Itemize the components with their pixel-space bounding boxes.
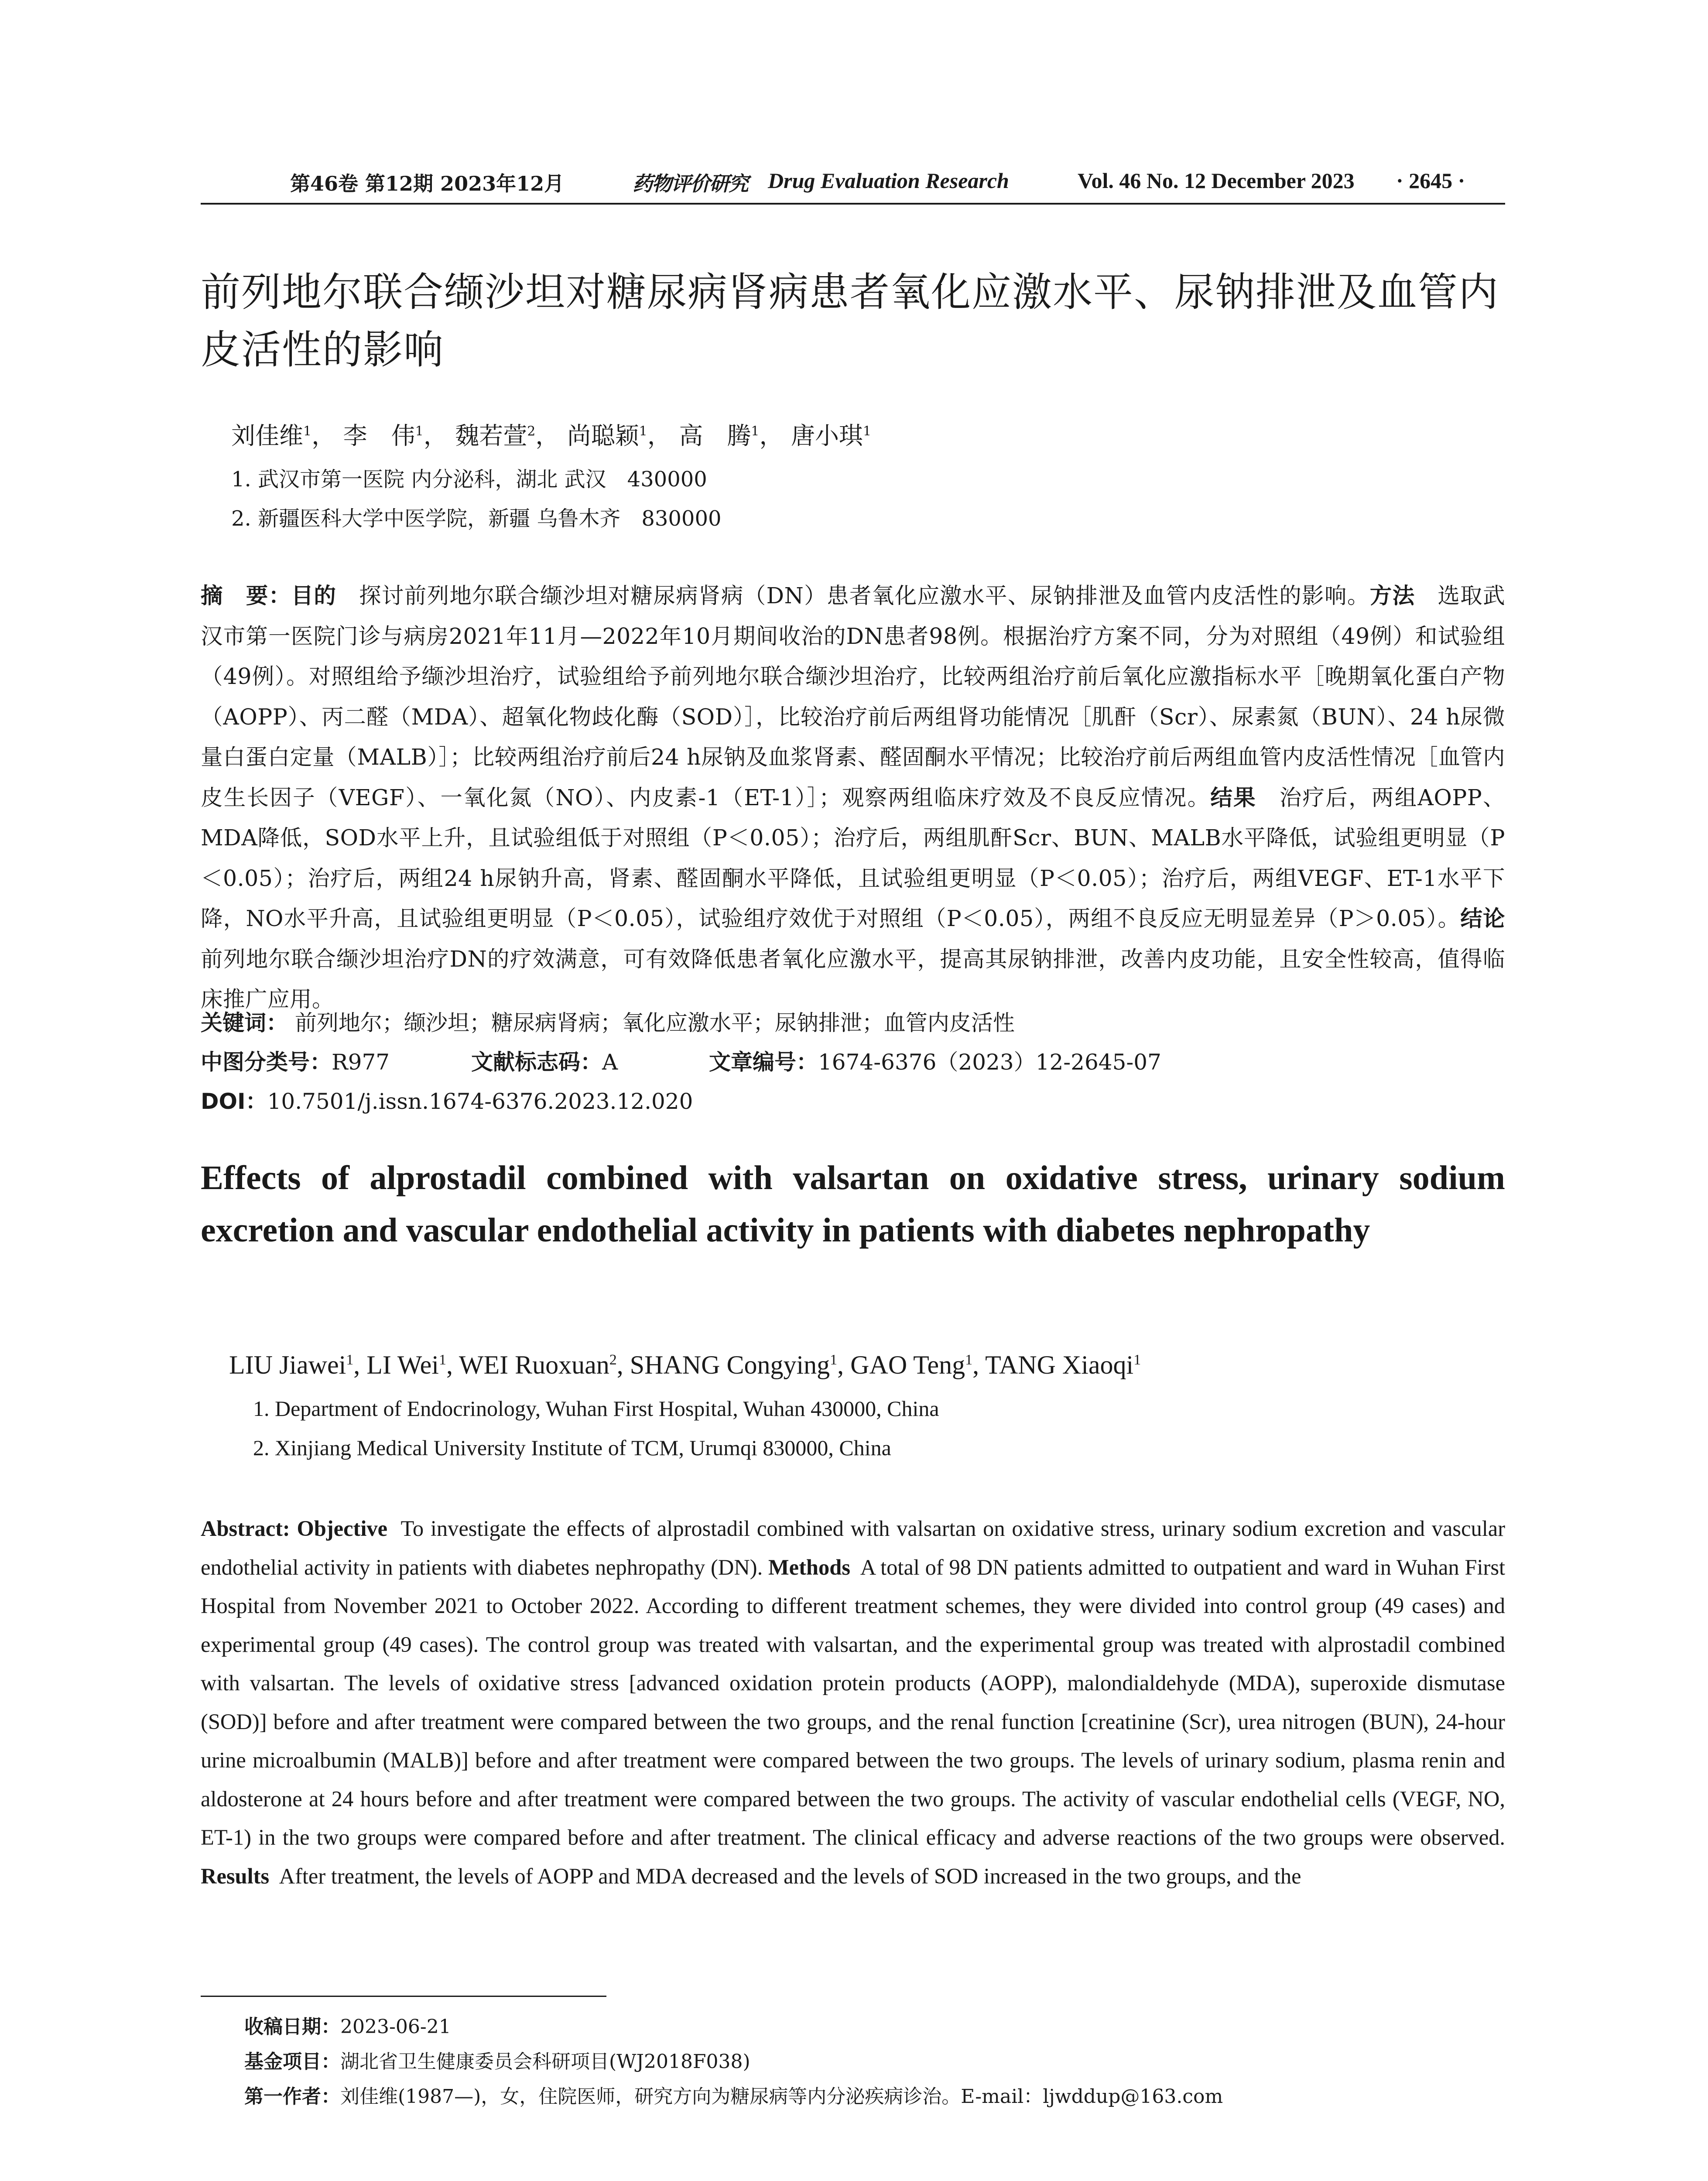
clc-label: 中图分类号： [201,1049,332,1075]
journal-name-en: Drug Evaluation Research [768,168,1009,193]
running-header [201,168,1505,203]
fund-value: 湖北省卫生健康委员会科研项目(WJ2018F038) [340,2051,750,2073]
keywords-text: 前列地尔；缬沙坦；糖尿病肾病；氧化应激水平；尿钠排泄；血管内皮活性 [294,1010,1015,1036]
cn-title: 前列地尔联合缬沙坦对糖尿病肾病患者氧化应激水平、尿钠排泄及血管内皮活性的影响 [201,270,1499,373]
classification-line [201,1045,1505,1075]
clc-value: R977 [332,1049,390,1075]
fund-label: 基金项目： [244,2051,340,2073]
author-name: GAO Teng [850,1350,965,1379]
abstract-label: 摘 要： [201,583,291,608]
author-name: 尚聪颖 [567,422,639,450]
received-label: 收稿日期： [244,2016,340,2038]
doccode-label: 文献标志码： [471,1049,602,1075]
doi-line [201,1084,693,1115]
author-name: LI Wei [366,1350,439,1379]
author-name: 魏若萱 [455,422,527,450]
methods-text: A total of 98 DN patients admitted to outpatient and ward in Wuhan First Hospital from November 2021 to October 2022. According to different treatment schemes, they were divided into control group (49 cases) and experimental group (49 cases). The control group was treated with valsartan, and the experimental group was treated with alprostadil combined with valsartan. The levels of oxidative stress [advanced oxidation protein products (AOPP), malondialdehyde (MDA), superoxide dismutase (SOD)] before and after treatment were compared between the two groups, and the renal function [creatinine (Scr), urea nitrogen (BUN), 24-hour urine microalbumin (MALB)] before and after treatment were compared between the two groups. The levels of urinary sodium, plasma renin and aldosterone at 24 hours before and after treatment were compared between the two groups. The activity of vascular endothelial cells (VEGF, NO, ET-1) in the two groups were compared before and after treatment. The clinical efficacy and adverse reactions of the two groups were observed. [201,1555,1506,1849]
author-name: SHANG Congying [630,1350,830,1379]
conclusion-label: 结论 [1460,906,1505,931]
author-name: TANG Xiaoqi [985,1350,1134,1379]
footnote-author [244,2081,1223,2109]
footnote-received [244,2011,451,2039]
en-authors: LIU Jiawei$^1$, LI Wei$^1$, WEI Ruoxuan$^2$, SHANG Congying$^1$, GAO Teng$^1$, TANG Xiaoqi$^1$ [229,1350,1141,1379]
author-name: 高 腾 [679,422,751,450]
article-value: 1674-6376（2023）12-2645-07 [818,1049,1161,1075]
methods-label: 方法 [1369,583,1415,608]
journal-logo-cn: 药物评价研究 [633,172,748,195]
keywords-label: 关键词： [201,1010,288,1036]
author-name: 唐小琪 [791,422,863,450]
objective-text: 探讨前列地尔联合缬沙坦对糖尿病肾病（DN）患者氧化应激水平、尿钠排泄及血管内皮活性的影响。 [359,583,1370,608]
header-rule [201,203,1505,205]
objective-text: To investigate the effects of alprostadil combined with valsartan on oxidative stress, urinary sodium excretion and vascular endothelial activity in patients with diabetes nephropathy (DN). [201,1516,1506,1579]
author-name: 李 伟 [343,422,415,450]
doi-value: 10.7501/j.issn.1674-6376.2023.12.020 [267,1089,693,1114]
methods-label: Methods [768,1555,850,1579]
page-number: · 2645 · [1396,168,1465,193]
footnote-fund [244,2046,750,2074]
results-label: 结果 [1210,784,1256,810]
author-value: 刘佳维(1987—)，女，住院医师，研究方向为糖尿病等内分泌疾病诊治。E-mail：ljwddup@163.com [340,2085,1223,2108]
objective-label: 目的 [291,583,337,608]
objective-label: Objective [297,1516,388,1541]
received-value: 2023-06-21 [340,2016,451,2038]
conclusion-text: 前列地尔联合缬沙坦治疗DN的疗效满意，可有效降低患者氧化应激水平，提高其尿钠排泄，改善内皮功能，且安全性较高，值得临床推广应用。 [201,946,1505,1012]
cn-authors: 刘佳维$^1$， 李 伟$^1$， 魏若萱$^2$， 尚聪颖$^1$， 高 腾$^1$， 唐小琪$^1$ [231,422,872,450]
article-label: 文章编号： [709,1049,818,1075]
cn-affiliation: 1. 武汉市第一医院 内分泌科，湖北 武汉 430000 [231,467,707,492]
en-title: Effects of alprostadil combined with valsartan on oxidative stress, urinary sodium excretion and vascular endothelial activity in patients with diabetes nephropathy [201,1159,1505,1249]
results-label: Results [201,1863,270,1888]
footnote-rule [201,1996,606,1997]
en-affiliation: 2. Xinjiang Medical University Institute of TCM, Urumqi 830000, China [253,1436,891,1460]
author-name: LIU Jiawei [229,1350,346,1379]
methods-text: 选取武汉市第一医院门诊与病房2021年11月—2022年10月期间收治的DN患者98例。根据治疗方案不同，分为对照组（49例）和试验组（49例）。对照组给予缬沙坦治疗，试验组给予前列地尔联合缬沙坦治疗，比较两组治疗前后氧化应激指标水平［晚期氧化蛋白产物（AOPP）、丙二醛（MDA）、超氧化物歧化酶（SOD）］，比较治疗前后两组肾功能情况［肌酐（Scr）、尿素氮（BUN）、24 h尿微量白蛋白定量（MALB）］；比较两组治疗前后24 h尿钠及血浆肾素、醛固酮水平情况；比较治疗前后两组血管内皮活性情况［血管内皮生长因子（VEGF）、一氧化氮（NO）、内皮素-1（ET-1）］；观察两组临床疗效及不良反应情况。 [201,583,1506,810]
volume-en: Vol. 46 No. 12 December 2023 [1078,168,1355,193]
issue-cn: 第46卷 第12期 2023年12月 [290,172,565,195]
en-affiliation: 1. Department of Endocrinology, Wuhan First Hospital, Wuhan 430000, China [253,1396,939,1421]
en-abstract [201,1509,1505,1895]
results-text: After treatment, the levels of AOPP and MDA decreased and the levels of SOD increased in the two groups, and the [279,1863,1301,1888]
cn-abstract [201,576,1505,1020]
doi-label: DOI： [201,1089,267,1114]
cn-affiliation: 2. 新疆医科大学中医学院，新疆 乌鲁木齐 830000 [231,506,722,531]
author-label: 第一作者： [244,2085,340,2108]
abstract-label: Abstract: [201,1516,290,1541]
keywords-line [201,1005,1015,1037]
author-name: WEI Ruoxuan [459,1350,609,1379]
author-name: 刘佳维 [231,422,304,450]
doccode-value: A [602,1049,618,1075]
results-text: 治疗后，两组AOPP、MDA降低，SOD水平上升，且试验组低于对照组（P＜0.05）；治疗后，两组肌酐Scr、BUN、MALB水平降低，试验组更明显（P＜0.05）；治疗后，两组24 h尿钠升高，肾素、醛固酮水平降低，且试验组更明显（P＜0.05）；治疗后，两组VEGF、ET-1水平下降，NO水平升高，且试验组更明显（P＜0.05），试验组疗效优于对照组（P＜0.05），两组不良反应无明显差异（P＞0.05）。 [201,784,1506,931]
